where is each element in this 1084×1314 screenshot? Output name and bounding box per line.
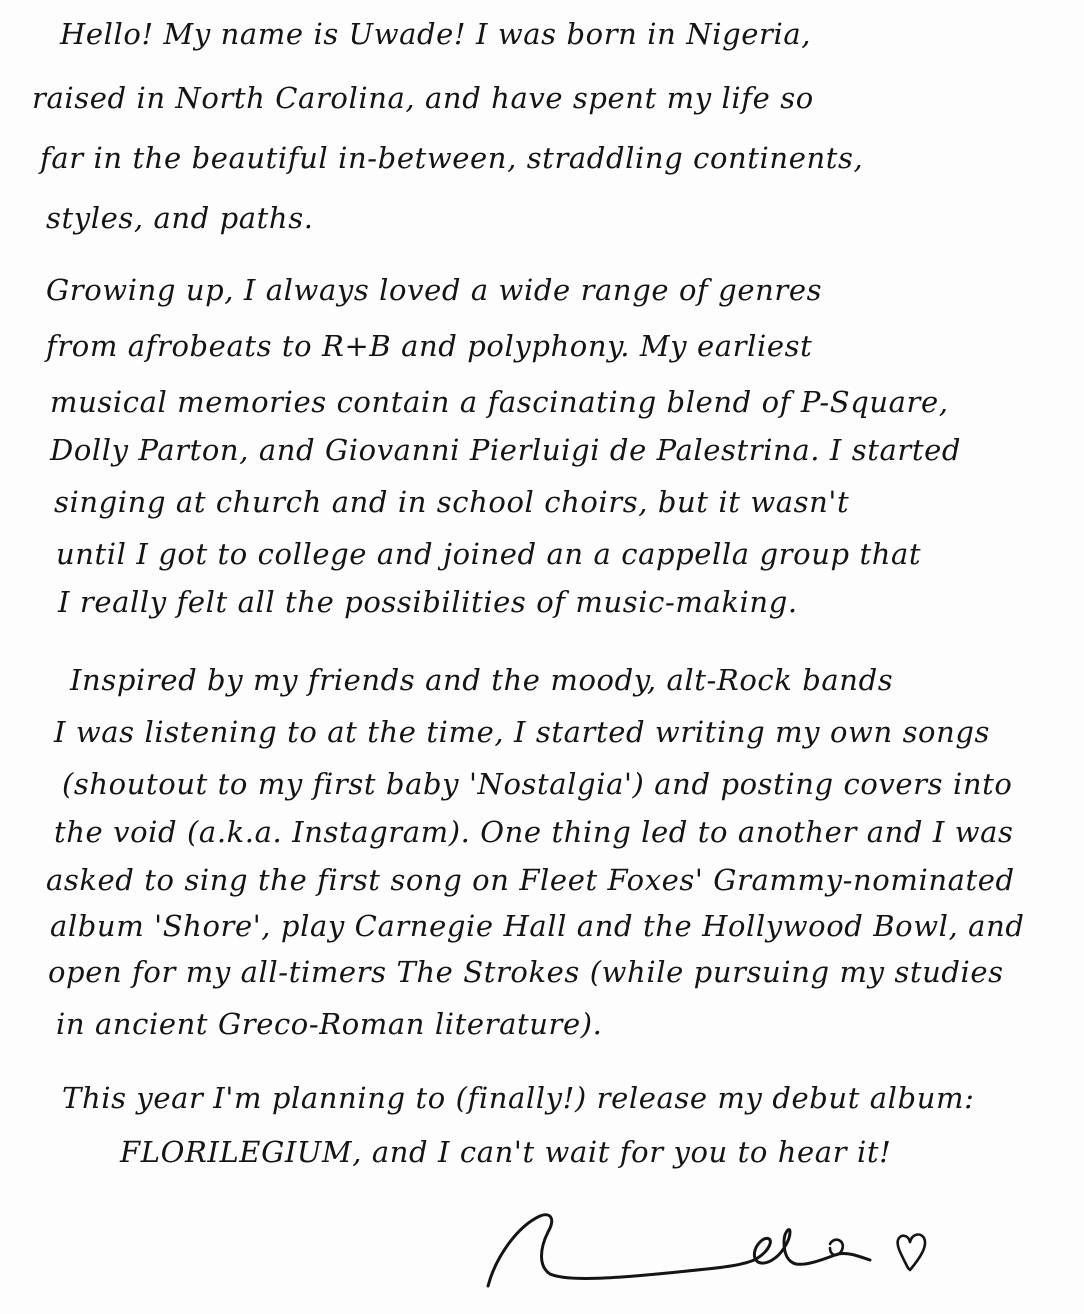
letter-line: Dolly Parton, and Giovanni Pierluigi de Palestrina. I started (50, 433, 962, 467)
letter-line: Hello! My name is Uwade! I was born in Nigeria, (60, 17, 812, 51)
letter-line: musical memories contain a fascinating blend of P-Square, (50, 385, 949, 419)
letter-line: This year I'm planning to (finally!) release my debut album: (62, 1081, 975, 1115)
letter-line: in ancient Greco-Roman literature). (56, 1007, 603, 1041)
letter-line: I was listening to at the time, I started writing my own songs (54, 715, 991, 749)
letter-line: far in the beautiful in-between, straddling continents, (40, 141, 864, 175)
signature-image (478, 1196, 958, 1306)
letter-line: singing at church and in school choirs, but it wasn't (54, 485, 850, 519)
letter-line: open for my all-timers The Strokes (while pursuing my studies (48, 955, 1004, 989)
letter-line: asked to sing the first song on Fleet Foxes' Grammy-nominated (46, 863, 1015, 897)
letter-line: I really felt all the possibilities of music-making. (58, 585, 798, 619)
letter-line: until I got to college and joined an a cappella group that (56, 537, 922, 571)
letter-line: raised in North Carolina, and have spent my life so (32, 81, 814, 115)
letter-line: styles, and paths. (46, 201, 314, 235)
letter-line: album 'Shore', play Carnegie Hall and the Hollywood Bowl, and (50, 909, 1025, 943)
letter-line: FLORILEGIUM, and I can't wait for you to hear it! (120, 1135, 892, 1169)
letter-line: Inspired by my friends and the moody, alt-Rock bands (70, 663, 894, 697)
letter-line: (shoutout to my first baby 'Nostalgia') and posting covers into (62, 767, 1013, 801)
letter-line: Growing up, I always loved a wide range of genres (46, 273, 823, 307)
letter-line: from afrobeats to R+B and polyphony. My earliest (46, 329, 813, 363)
letter-line: the void (a.k.a. Instagram). One thing led to another and I was (54, 815, 1014, 849)
